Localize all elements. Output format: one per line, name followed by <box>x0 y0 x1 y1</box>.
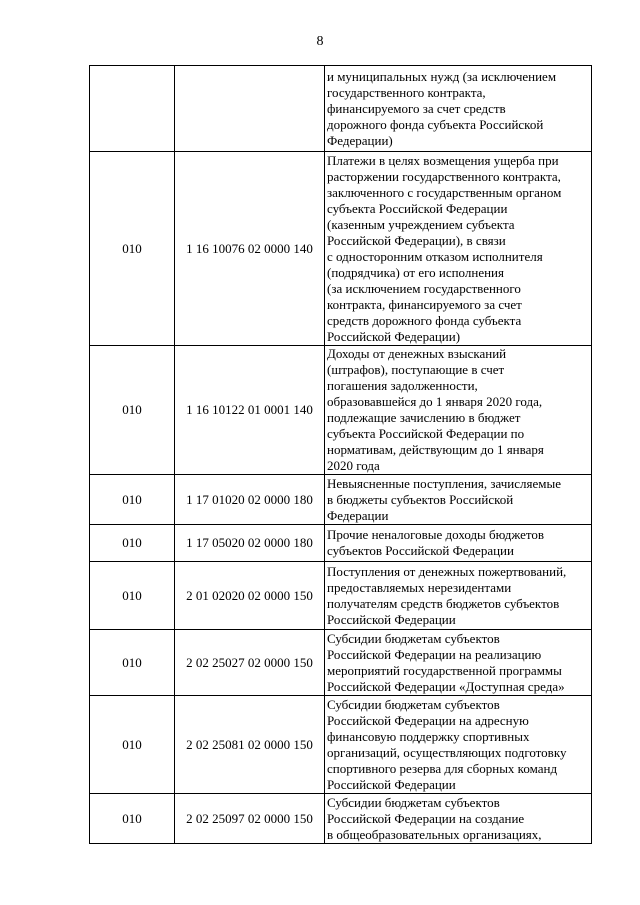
income-name-cell <box>325 525 592 562</box>
budget-code-cell: 1 17 05020 02 0000 180 <box>175 525 325 562</box>
admin-code-cell: 010 <box>90 152 175 346</box>
page-number: 8 <box>316 34 324 49</box>
budget-code-cell: 2 01 02020 02 0000 150 <box>175 562 325 630</box>
admin-code-cell: 010 <box>90 630 175 696</box>
income-name-text: и муниципальных нужд (за исключением государственного контракта, финансируемого за счет средств дорожного фонда субъекта Российской Федерации) <box>327 68 557 148</box>
income-name-cell <box>325 562 592 630</box>
table-body <box>90 66 592 844</box>
budget-code-cell: 1 16 10122 01 0001 140 <box>175 346 325 475</box>
table-row <box>90 66 592 152</box>
income-name-text: Невыясненные поступления, зачисляемые в бюджеты субъектов Российской Федерации <box>327 475 561 523</box>
income-name-text: Поступления от денежных пожертвований, предоставляемых нерезидентами получателям средств бюджетов субъектов Российской Федерации <box>327 563 567 627</box>
table-row <box>90 562 592 630</box>
income-name-text: Субсидии бюджетам субъектов Российской Федерации на создание в общеобразовательных организациях, <box>327 794 542 842</box>
budget-code-cell: 1 16 10076 02 0000 140 <box>175 152 325 346</box>
income-name-text: Доходы от денежных взысканий (штрафов), поступающие в счет погашения задолженности, образовавшейся до 1 января 2020 года, подлежащие зачислению в бюджет субъекта Российской Федерации по нормативам, действующим до 1 января 2020 года <box>327 346 544 473</box>
income-name-cell <box>325 696 592 794</box>
budget-code-cell: 2 02 25027 02 0000 150 <box>175 630 325 696</box>
admin-code-cell: 010 <box>90 696 175 794</box>
table-row <box>90 696 592 794</box>
income-name-cell <box>325 152 592 346</box>
budget-code-cell: 1 17 01020 02 0000 180 <box>175 475 325 525</box>
income-name-cell <box>325 66 592 152</box>
admin-code-cell: 010 <box>90 525 175 562</box>
income-name-cell <box>325 630 592 696</box>
admin-code-cell: 010 <box>90 475 175 525</box>
table-row <box>90 794 592 844</box>
admin-code-cell: 010 <box>90 346 175 475</box>
income-name-text: Платежи в целях возмещения ущерба при расторжении государственного контракта, заключенного с государственным органом субъекта Российской Федерации (казенным учреждением субъекта Российской Федерации), в связи с односторонним отказом исполнителя (подрядчика) от его исполнения (за исключением государственного контракта, финансируемого за счет средств дорожного фонда субъекта Российской Федерации) <box>327 152 562 344</box>
admin-code-cell <box>90 66 175 152</box>
income-name-text: Прочие неналоговые доходы бюджетов субъектов Российской Федерации <box>327 527 545 558</box>
income-name-text: Субсидии бюджетам субъектов Российской Федерации на адресную финансовую поддержку спортивных организаций, осуществляющих подготовку спортивного резерва для сборных команд Российской Федерации <box>327 696 567 792</box>
admin-code-cell: 010 <box>90 794 175 844</box>
table-row <box>90 152 592 346</box>
income-name-text: Субсидии бюджетам субъектов Российской Федерации на реализацию мероприятий государственной программы Российской Федерации «Доступная среда» <box>327 630 565 694</box>
budget-codes-table <box>89 65 592 844</box>
income-name-cell <box>325 794 592 844</box>
budget-code-cell <box>175 66 325 152</box>
table-row <box>90 475 592 525</box>
income-name-cell <box>325 346 592 475</box>
admin-code-cell: 010 <box>90 562 175 630</box>
table-row <box>90 630 592 696</box>
budget-code-cell: 2 02 25097 02 0000 150 <box>175 794 325 844</box>
income-name-cell <box>325 475 592 525</box>
table-row <box>90 525 592 562</box>
table-row <box>90 346 592 475</box>
budget-code-cell: 2 02 25081 02 0000 150 <box>175 696 325 794</box>
